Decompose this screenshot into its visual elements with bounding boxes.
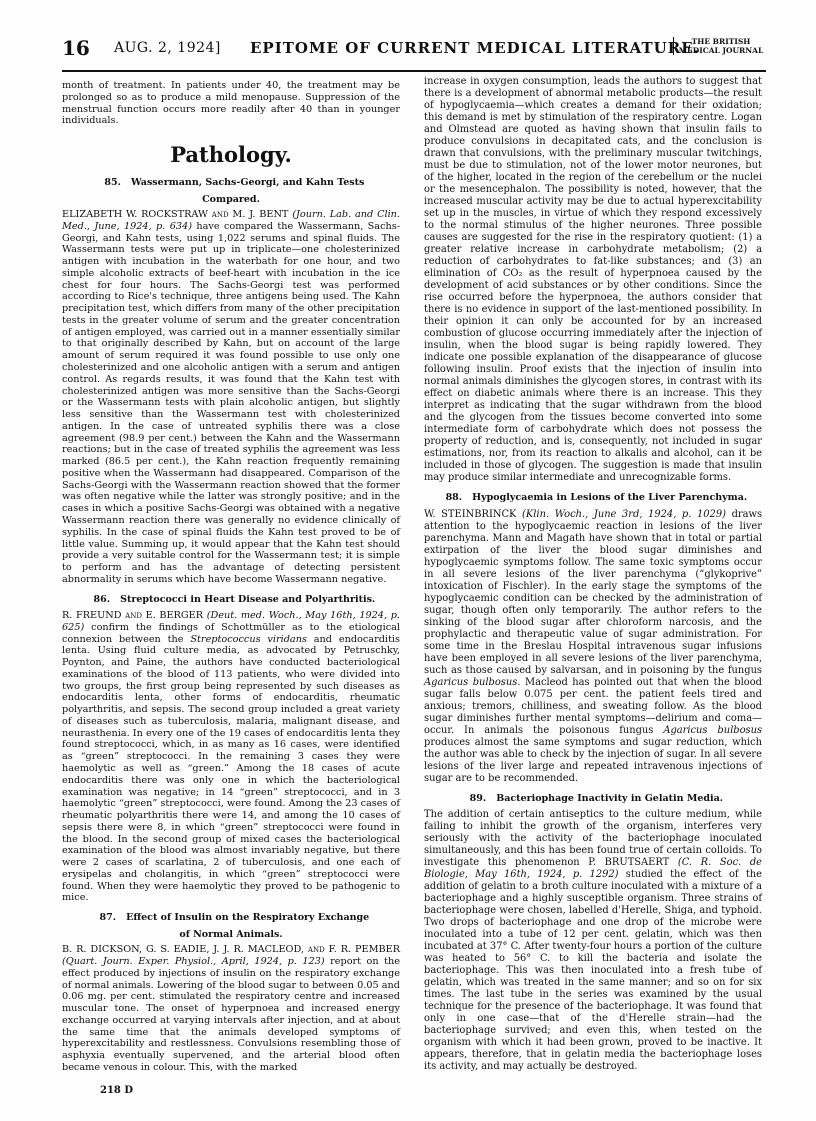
article-citation: (Journ. Lab. and Clin. Med., June, 1924, p. 634): [62, 209, 400, 232]
article-citation: (Klin. Woch., June 3rd, 1924, p. 1029): [522, 508, 726, 520]
article-body: [424, 809, 762, 1073]
article-text-cont: . Macleod has pointed out that when the blood sugar falls below 0.075 per cent. the patient feels tired and anxious; tremors, chilliness, and sweating follow. As the blood sugar diminishes further mental symptoms—delirium and coma—occur. In animals the poisonous fungus: [424, 676, 763, 736]
article-number: 85.: [104, 177, 121, 189]
article-heading: [62, 594, 400, 606]
article-number: 88.: [445, 492, 463, 503]
article-85: [62, 177, 400, 586]
article-87: [62, 912, 400, 1073]
article-title: Wassermann, Sachs-Georgi, and Kahn Tests: [130, 177, 365, 189]
running-title: EPITOME OF CURRENT MEDICAL LITERATURE.: [250, 39, 700, 57]
article-authors: W. STEINBRINCK: [424, 508, 517, 520]
article-citation: (Deut. med. Woch., May 16th, 1924, p. 625): [62, 610, 400, 633]
article-88: [424, 492, 762, 785]
fungus-name: Agaricus bulbosus: [424, 676, 518, 688]
page-folio: 218 D: [100, 1085, 134, 1096]
article-body: [62, 209, 400, 586]
article-text: draws attention to the hypoglycaemic reaction in lesions of the liver parenchyma. Mann and Magath have shown that in total or partial extirpation of the liver the blood sugar diminishes and hypoglycaemic symptoms follow. The same toxic symptoms occur in all severe lesions of the liver parenchyma (“glykoprive” intoxication of Fischler). In the early stage the symptoms of the hypoglycaemic condition can be checked by the administration of sugar, though often only temporarily. The author refers to the sinking of the blood sugar after chloroform narcosis, and the prophylactic and therapeutic value of sugar administration. For some time in the Breslau Hospital intravenous sugar infusions have been employed in all severe lesions of the liver parenchyma, such as those caused by salvarsan, and in poisoning by the fungus: [424, 508, 763, 676]
article-authors: R. FREUND and E. BERGER: [62, 610, 204, 622]
organism-name: Streptococcus viridans: [190, 633, 307, 645]
journal-name: [673, 37, 764, 55]
page-number: 16: [62, 36, 90, 60]
right-column: [424, 76, 762, 1073]
journal-name-line1: THE BRITISH: [691, 37, 751, 46]
article-text: report on the effect produced by injections of insulin on the respiratory exchange of normal animals. Lowering of the blood sugar to between 0.05 and 0.06 mg. per cent. stimulated the respiratory centre and increased muscular tone. The onset of hyperpnoea and increased energy exchange occurred at varying intervals after injection, and at about the same time that the animals developed symptoms of hyperexcitability and restlessness. Convulsions resembling those of asphyxia eventually supervened, and the arterial blood often became venous in colour. This, with the marked: [62, 955, 400, 1073]
article-number: 86.: [93, 593, 111, 605]
page-header: [62, 36, 764, 66]
fungus-name-2: Agaricus bulbosus: [663, 724, 763, 736]
article-title-cont: of Normal Animals.: [179, 928, 283, 940]
continued-text: month of treatment. In patients under 40, the treatment may be prolonged so as to produce a mild menopause. Suppression of the menstrual function occurs more readily after 40 than in younger individuals.: [62, 80, 400, 127]
article-authors: B. R. DICKSON, G. S. EADIE, J. J. R. MACLEOD, and F. R. PEMBER: [62, 944, 400, 956]
article-citation: (C. R. Soc. de Biologie, May 16th, 1924, p. 1292): [424, 857, 763, 880]
article-text: The addition of certain antiseptics to the culture medium, while failing to inhibit the growth of the organism, interferes very seriously with the activity of the bacteriophage inoculated simultaneously, and this has been found true of certain colloids. To investigate this phenomenon: [424, 809, 762, 868]
article-body: [62, 944, 400, 1073]
article-heading: [424, 793, 762, 805]
article-text: confirm the findings of Schottmüller as to the etiological connexion between the: [62, 621, 400, 645]
article-89: [424, 793, 762, 1074]
article-body: [62, 610, 400, 904]
article-authors: P. BRUTSAERT: [588, 857, 670, 868]
article-title: Streptococci in Heart Disease and Polyarthritis.: [120, 593, 376, 605]
left-column: [62, 80, 400, 1074]
section-heading: Pathology.: [170, 142, 292, 168]
article-text-cont: and endocarditis lenta. Using fluid culture media, as advocated by Petruschky, Poynton, and Paine, the authors have conducted bacteriological examinations of the blood of 113 patients, who were divided into two groups, the first group being represented by such diseases as endocarditis lenta, other forms of endocarditis, rheumatic polyarthritis, and sepsis. The second group included a great variety of diseases such as tuberculosis, malaria, malignant disease, and neurasthenia. In every one of the 19 cases of endocarditis lenta they found streptococci, which, in as many as 16 cases, were identified as “green” streptococci. In the remaining 3 cases they were haemolytic as well as “green.” Among the 18 cases of acute endocarditis there was only one in which the bacteriological examination was negative; in 14 “green” streptococci, and in 3 haemolytic “green” streptococci, were found. Among the 23 cases of rheumatic polyarthritis there were 14, and among the 10 cases of sepsis there were 8, in which “green” streptococci were found in the blood. In the second group of mixed cases the bacteriological examination of the blood was almost invariably negative, but there were 2 cases of scarlatina, 2 of tuberculosis, and one each of erysipelas and cholangitis, in which “green” streptococci were found. When they were haemolytic they proved to be pathogenic to mice.: [62, 633, 400, 904]
article-citation: (Quart. Journ. Exper. Physiol., April, 1924, p. 123): [62, 955, 325, 967]
article-heading: [424, 492, 762, 504]
article-title: Hypoglycaemia in Lesions of the Liver Parenchyma.: [472, 492, 748, 503]
journal-name-line2: MEDICAL JOURNAL: [678, 46, 764, 55]
article-heading: [62, 177, 400, 189]
article-text-end: produces almost the same symptoms and sugar reduction, which the author was able to check by the injection of sugar. In all severe lesions of the liver large and repeated intravenous injections of sugar are to be recommended.: [424, 736, 762, 784]
article-title: Bacteriophage Inactivity in Gelatin Media.: [496, 792, 724, 804]
issue-date: AUG. 2, 1924]: [114, 40, 221, 56]
header-rule: [62, 70, 766, 72]
article-text: have compared the Wassermann, Sachs-Georgi, and Kahn tests, using 1,022 serums and spinal fluids. The Wassermann tests were put up in triplicate—one cholesterinized antigen with incubation in the waterbath for one hour, and two simple alcoholic extracts of beef-heart with incubation in the ice chest for four hours. The Sachs-Georgi test was performed according to Rice's technique, three antigens being used. The Kahn precipitation test, which differs from many of the other precipitation tests in the greater volume of serum and the greater concentration of antigen employed, was carried out in a manner essentially similar to that originally described by Kahn, but on account of the large amount of serum required it was found possible to use only one cholesterinized and one alcoholic antigen with a serum and antigen control. As regards results, it was found that the Kahn test with cholesterinized antigen was more sensitive than the Sachs-Georgi or the Wassermann tests with plain alcoholic antigen, but slightly less sensitive than the Wassermann test with cholesterinized antigen. In the case of untreated syphilis there was a close agreement (98.9 per cent.) between the Kahn and the Wassermann reactions; but in the case of treated syphilis the agreement was less marked (86.5 per cent.), the Kahn reaction frequently remaining positive when the Wassermann had disappeared. Comparison of the Sachs-Georgi with the Wassermann reaction showed that the former was often negative while the latter was strongly positive; and in the cases in which a positive Sachs-Georgi was obtained with a negative Wassermann reaction there was generally no evidence clinically of syphilis. In the case of spinal fluids the Kahn test proved to be of little value. Summing up, it would appear that the Kahn test should provide a very suitable control for the Wassermann test; it is simple to perform and has the advantage of detecting persistent abnormality in serums which have become Wassermann negative.: [62, 220, 400, 585]
article-title: Effect of Insulin on the Respiratory Exchange: [126, 912, 370, 924]
article-title-cont: Compared.: [202, 193, 260, 205]
article-heading: [62, 912, 400, 924]
article-86: [62, 594, 400, 905]
article-authors: ELIZABETH W. ROCKSTRAW and M. J. BENT: [62, 209, 289, 221]
continued-text: increase in oxygen consumption, leads the authors to suggest that there is a development of abnormal metabolic products—the result of hypoglycaemia—which creates a demand for their oxidation; this demand is met by stimulation of the respiratory centre. Logan and Olmstead are quoted as having shown that insulin fails to produce convulsions in decapitated cats, and the conclusion is drawn that convulsions, with the preliminary muscular twitchings, must be due to stimulation, not of the lower motor neurones, but of the higher, located in the region of the cerebellum or the nuclei or the mesencephalon. The possibility is noted, however, that the increased muscular activity may be due to actual hyperexcitability set up in the muscles, in virtue of which they respond excessively to the normal stimulus of the higher neurones. Three possible causes are suggested for the rise in the respiratory quotient: (1) a greater relative increase in carbohydrate metabolism; (2) a reduction of carbohydrates to fat-like substances; and (3) an elimination of CO₂ as the result of hyperpnoea caused by the development of acid substances or by other conditions. Since the rise occurred before the hyperpnoea, the authors consider that there is no evidence in support of the last-mentioned possibility. In their opinion it can only be accounted for by an increased combustion of glucose occurring immediately after the injection of insulin, when the blood sugar is being rapidly lowered. They indicate one possible explanation of the disappearance of glucose following insulin. Proof exists that the injection of insulin into normal animals diminishes the glycogen stores, in contrast with its effect on diabetic animals where there is an increase. This they interpret as indicating that the sugar withdrawn from the blood and the glycogen from the tissues become converted into some intermediate form of carbohydrate which does not possess the property of reduction, and is, consequently, not included in sugar estimations, nor, from its reaction to alkalis and alcohol, can it be included in those of glycogen. The suggestion is made that insulin may produce similar intermediate and unrecognizable forms.: [424, 76, 762, 483]
article-number: 89.: [469, 792, 487, 804]
article-text-cont: studied the effect of the addition of gelatin to a broth culture inoculated with a mixture of a bacteriophage and a highly susceptible organism. Three strains of bacteriophage were chosen, labelled d'Herelle, Shiga, and typhoid. Two drops of bacteriophage and one drop of the microbe were inoculated into a tube of 12 per cent. gelatin, which was then incubated at 37° C. After twenty-four hours a portion of the culture was heated to 56° C. to kill the bacteria and isolate the bacteriophage. This was then inoculated into a fresh tube of gelatin, which was treated in the same manner; and so on for six times. The last tube in the series was examined by the usual technique for the presence of the bacteriophage. It was found that only in one case—that of the d'Herelle strain—had the bacteriophage survived; and even this, when tested on the organism with which it had been grown, proved to be inactive. It appears, therefore, that in gelatin media the bacteriophage loses its activity, and may actually be destroyed.: [424, 869, 763, 1072]
article-body: [424, 509, 762, 785]
article-number: 87.: [99, 912, 117, 924]
